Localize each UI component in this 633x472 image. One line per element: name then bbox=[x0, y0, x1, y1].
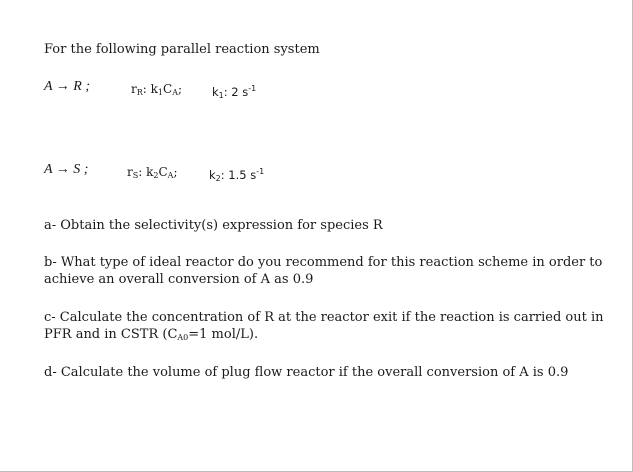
reaction-1-equation: A → R ; bbox=[44, 79, 91, 94]
reaction-1-rate: $r_R$: $k_1C_A$; bbox=[131, 82, 183, 97]
reaction-2 bbox=[44, 162, 604, 183]
question-c: c- Calculate the concentration of R at the reactor exit if the reaction is carried out in PFR and in CSTR ($C_{A0}=1$ mol/L). bbox=[44, 310, 604, 342]
reaction-2-equation: A → S ; bbox=[44, 162, 89, 177]
reaction-2-rate: $r_S$: $k_2C_A$; bbox=[127, 165, 178, 180]
question-b: b- What type of ideal reactor do you recommend for this reaction scheme in order to achieve an overall conversion of A as 0.9 bbox=[44, 255, 603, 287]
reaction-1 bbox=[44, 79, 604, 100]
reaction-2-rate-constant: $k_2$: 1.5 $s^{-1}$ bbox=[209, 167, 265, 183]
reaction-1-rate-constant: $k_1$: 2 $s^{-1}$ bbox=[212, 84, 257, 100]
intro-text: For the following parallel reaction system bbox=[44, 42, 320, 57]
question-d: d- Calculate the volume of plug flow reactor if the overall conversion of A is 0.9 bbox=[44, 365, 569, 380]
question-a: a- Obtain the selectivity(s) expression for species R bbox=[44, 218, 383, 233]
